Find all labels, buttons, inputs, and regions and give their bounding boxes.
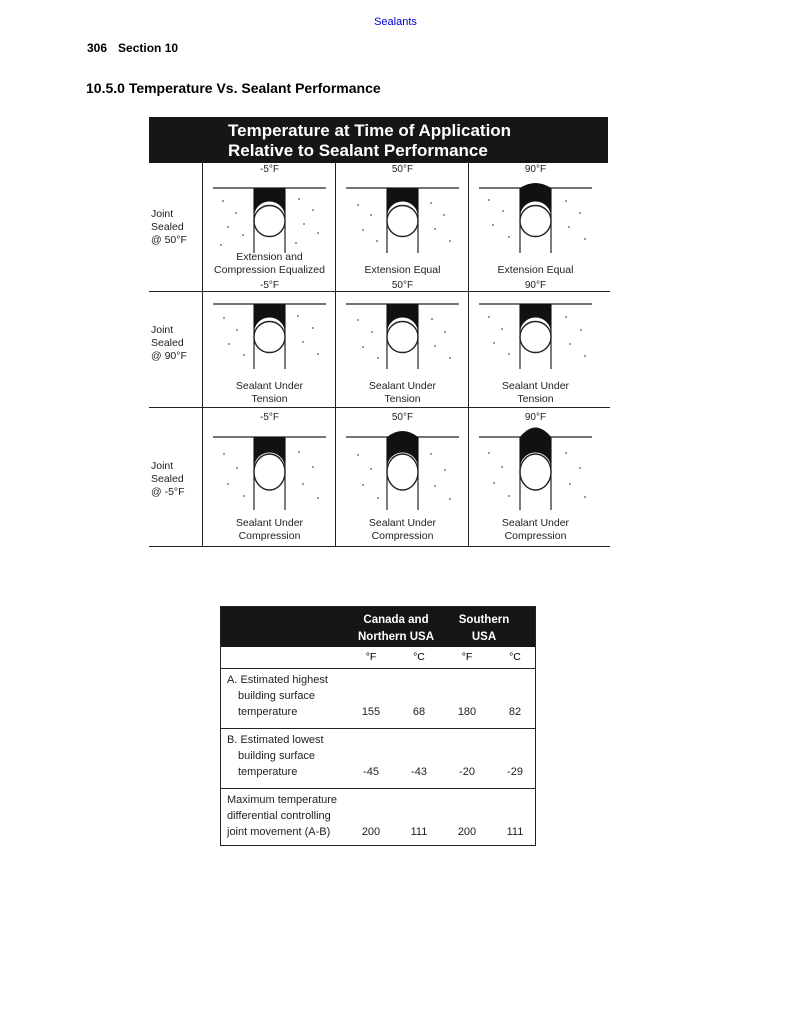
table-row: [221, 788, 535, 846]
joint-cell: 50°F Sealant Under Compression: [335, 408, 469, 547]
table-cell: 200: [361, 826, 381, 838]
joint-cell: 50°F Sealant Under Tension: [335, 279, 469, 408]
section-title: 10.5.0 Temperature Vs. Sealant Performance: [86, 80, 381, 96]
row-label: B. Estimated lowest building surface temperature: [227, 734, 324, 778]
table-cell: 180: [457, 706, 477, 718]
figure-banner: [149, 117, 608, 163]
cell-caption: Sealant Under Tension: [501, 380, 570, 405]
cell-caption: Sealant Under Compression: [235, 517, 304, 542]
table-cell: -43: [411, 766, 427, 778]
sealants-link[interactable]: Sealants: [374, 16, 417, 28]
unit-label: °F: [365, 651, 377, 663]
table-cell: -20: [459, 766, 475, 778]
table-cell: -45: [363, 766, 379, 778]
table-cell: 111: [410, 826, 428, 838]
joint-cell: 50°F Extension Equal: [335, 163, 469, 292]
figure-row: [149, 408, 610, 547]
unit-label: °C: [413, 651, 425, 663]
cell-caption: Sealant Under Tension: [235, 380, 304, 405]
cell-caption: Extension Equal: [364, 264, 441, 276]
figure-row: [149, 163, 610, 292]
joint-cell: -5°F Sealant Under Compression: [202, 408, 336, 547]
banner-line-2: Relative to Sealant Performance: [228, 141, 488, 160]
joint-cell: -5°F Sealant Under Tension: [202, 279, 336, 408]
joint-cell: 90°F Sealant Under Compression: [468, 408, 602, 547]
joint-diagram: [469, 424, 602, 512]
table-cell: 200: [457, 826, 477, 838]
row-label: A. Estimated highest building surface temperature: [227, 674, 328, 718]
cell-caption: Sealant Under Tension: [368, 380, 437, 405]
joint-cell: 90°F Sealant Under Tension: [468, 279, 602, 408]
joint-diagram: [469, 175, 602, 255]
joint-diagram: [203, 291, 336, 371]
row-label: Joint Sealed @ 90°F: [151, 324, 187, 362]
cell-caption: Extension Equal: [497, 264, 574, 276]
cell-caption: Extension and Compression Equalized: [214, 251, 325, 276]
temperature-figure: [149, 117, 608, 547]
joint-diagram: [336, 424, 469, 512]
units-row: [221, 647, 535, 669]
row-label: Joint Sealed @ 50°F: [151, 208, 187, 246]
table-cell: 155: [361, 706, 381, 718]
table-header: [221, 607, 535, 647]
unit-label: °F: [461, 651, 473, 663]
unit-label: °C: [509, 651, 521, 663]
table-cell: 82: [508, 706, 522, 718]
cell-caption: Sealant Under Compression: [368, 517, 437, 542]
row-label: Joint Sealed @ -5°F: [151, 460, 185, 498]
joint-diagram: [336, 175, 469, 255]
row-label: Maximum temperature differential controlling joint movement (A-B): [227, 794, 338, 838]
table-cell: 111: [506, 826, 524, 838]
page-number: 306: [87, 41, 108, 55]
banner-line-1: Temperature at Time of Application: [228, 121, 512, 140]
region-canada-northern-usa: Canada and Northern USA: [357, 614, 435, 643]
table-cell: -29: [507, 766, 523, 778]
joint-diagram: [203, 424, 336, 512]
joint-cell: -5°F Extension and Compression Equalized: [202, 163, 336, 292]
table-row: [221, 668, 535, 727]
temperature-table: [220, 606, 536, 846]
cell-caption: Sealant Under Compression: [501, 517, 570, 542]
joint-diagram: [336, 291, 469, 371]
figure-row: [149, 279, 610, 408]
table-row: [221, 728, 535, 787]
region-southern-usa: Southern USA: [458, 614, 510, 643]
section-label: Section 10: [118, 41, 179, 55]
table-cell: 68: [412, 706, 426, 718]
joint-diagram: [469, 291, 602, 371]
page-header: [87, 41, 178, 55]
joint-diagram: [203, 175, 336, 255]
joint-cell: 90°F Extension Equal: [468, 163, 602, 292]
